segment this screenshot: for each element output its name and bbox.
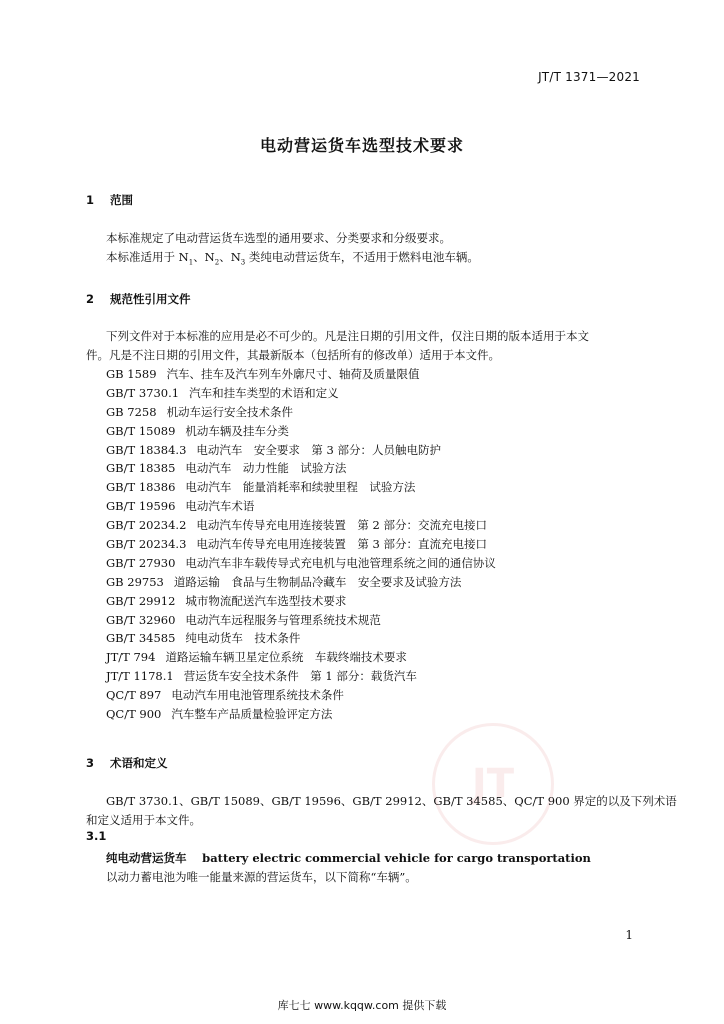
reference-item <box>106 648 496 667</box>
section-number: 1 <box>86 193 95 207</box>
term-entry <box>106 850 591 866</box>
reference-code: GB/T 27930 <box>106 555 176 570</box>
reference-code: GB/T 20234.2 <box>106 518 187 533</box>
section-title: 术语和定义 <box>110 756 168 770</box>
reference-title: 电动汽车非车载传导式充电机与电池管理系统之间的通信协议 <box>185 555 496 570</box>
reference-code: GB 1589 <box>106 367 157 381</box>
reference-item <box>106 459 496 478</box>
reference-code: GB/T 15089 <box>106 423 176 438</box>
scope-paragraph <box>106 229 479 272</box>
reference-title: 电动汽车 动力性能 试验方法 <box>185 461 347 476</box>
reference-title: 电动汽车传导充电用连接装置 第 3 部分：直流充电接口 <box>196 537 488 552</box>
term-number: 3.1 <box>86 829 107 843</box>
reference-item <box>106 403 496 422</box>
term-zh: 纯电动营运货车 <box>106 851 187 865</box>
section-number: 3 <box>86 756 95 770</box>
term-definition: 以动力蓄电池为唯一能量来源的营运货车，以下简称“车辆”。 <box>106 870 417 884</box>
normref-intro-line-2: 件。凡是不注日期的引用文件，其最新版本（包括所有的修改单）适用于本文件。 <box>86 347 500 362</box>
reference-title: 电动汽车 安全要求 第 3 部分：人员触电防护 <box>196 442 442 457</box>
reference-code: GB/T 3730.1 <box>106 385 180 400</box>
reference-item <box>106 478 496 497</box>
section-2-heading <box>86 291 191 307</box>
section-1-heading <box>86 192 133 208</box>
reference-title: 汽车、挂车及汽车列车外廓尺寸、轴荷及质量限值 <box>166 367 420 381</box>
reference-item <box>106 441 496 460</box>
reference-item <box>106 611 496 630</box>
reference-title: 电动汽车术语 <box>185 499 255 514</box>
reference-code: GB/T 18386 <box>106 480 176 495</box>
reference-title: 道路运输车辆卫星定位系统 车载终端技术要求 <box>165 650 407 665</box>
reference-code: GB/T 32960 <box>106 612 176 627</box>
reference-item <box>106 686 496 705</box>
reference-title: 汽车整车产品质量检验评定方法 <box>171 707 333 722</box>
reference-item <box>106 667 496 686</box>
page-number: 1 <box>625 928 633 942</box>
terms-intro <box>86 792 677 830</box>
reference-code: GB/T 20234.3 <box>106 537 187 552</box>
reference-code: GB 29753 <box>106 574 164 589</box>
scope-line-2: 本标准适用于 $N_1$、$N_2$、$N_3$ 类纯电动营运货车，不适用于燃料电池车辆。 <box>106 249 479 267</box>
reference-title: 营运货车安全技术条件 第 1 部分：载货汽车 <box>183 669 417 684</box>
reference-title: 电动汽车 能量消耗率和续驶里程 试验方法 <box>185 480 416 495</box>
reference-title: 电动汽车传导充电用连接装置 第 2 部分：交流充电接口 <box>196 518 488 533</box>
normref-intro-line-1: 下列文件对于本标准的应用是必不可少的。凡是注日期的引用文件，仅注日期的版本适用于本文 <box>106 329 589 343</box>
terms-intro-line-1: GB/T 3730.1、GB/T 15089、GB/T 19596、GB/T 29912、GB/T 34585、QC/T 900 界定的以及下列术语 <box>106 794 677 808</box>
scope-line-1: 本标准规定了电动营运货车选型的通用要求、分类要求和分级要求。 <box>106 231 451 245</box>
seal-mark: JT <box>471 761 515 807</box>
section-number: 2 <box>86 292 95 306</box>
reference-title: 电动汽车用电池管理系统技术条件 <box>171 688 344 703</box>
reference-list <box>106 365 496 724</box>
reference-title: 汽车和挂车类型的术语和定义 <box>189 385 339 400</box>
reference-item <box>106 629 496 648</box>
reference-item <box>106 516 496 535</box>
reference-title: 道路运输 食品与生物制品冷藏车 安全要求及试验方法 <box>173 574 462 589</box>
reference-code: GB/T 18385 <box>106 461 176 476</box>
reference-code: JT/T 1178.1 <box>106 669 174 684</box>
reference-code: GB/T 29912 <box>106 593 176 608</box>
reference-code: JT/T 794 <box>106 650 156 665</box>
reference-item <box>106 554 496 573</box>
reference-code: GB/T 18384.3 <box>106 442 187 457</box>
standard-code: JT/T 1371—2021 <box>538 70 640 84</box>
reference-item <box>106 384 496 403</box>
footer-watermark: 库七七 www.kqqw.com 提供下载 <box>277 999 447 1012</box>
reference-code: QC/T 900 <box>106 707 162 722</box>
reference-item <box>106 497 496 516</box>
reference-item <box>106 422 496 441</box>
section-title: 规范性引用文件 <box>110 292 191 306</box>
section-title: 范围 <box>110 193 134 207</box>
reference-title: 城市物流配送汽车选型技术要求 <box>185 593 347 608</box>
reference-code: QC/T 897 <box>106 688 162 703</box>
reference-item <box>106 365 496 384</box>
document-title: 电动营运货车选型技术要求 <box>259 136 464 155</box>
reference-code: GB 7258 <box>106 404 157 419</box>
reference-item <box>106 592 496 611</box>
reference-title: 纯电动货车 技术条件 <box>185 631 301 646</box>
terms-intro-line-2: 和定义适用于本文件。 <box>86 812 201 827</box>
reference-item <box>106 573 496 592</box>
section-3-heading <box>86 755 168 771</box>
normref-intro <box>86 327 589 365</box>
reference-item <box>106 535 496 554</box>
term-en: battery electric commercial vehicle for cargo transportation <box>202 851 591 865</box>
reference-title: 机动车辆及挂车分类 <box>185 423 289 438</box>
reference-title: 机动车运行安全技术条件 <box>166 404 294 419</box>
reference-item <box>106 705 496 724</box>
reference-title: 电动汽车远程服务与管理系统技术规范 <box>185 612 381 627</box>
reference-code: GB/T 34585 <box>106 631 176 646</box>
reference-code: GB/T 19596 <box>106 499 176 514</box>
